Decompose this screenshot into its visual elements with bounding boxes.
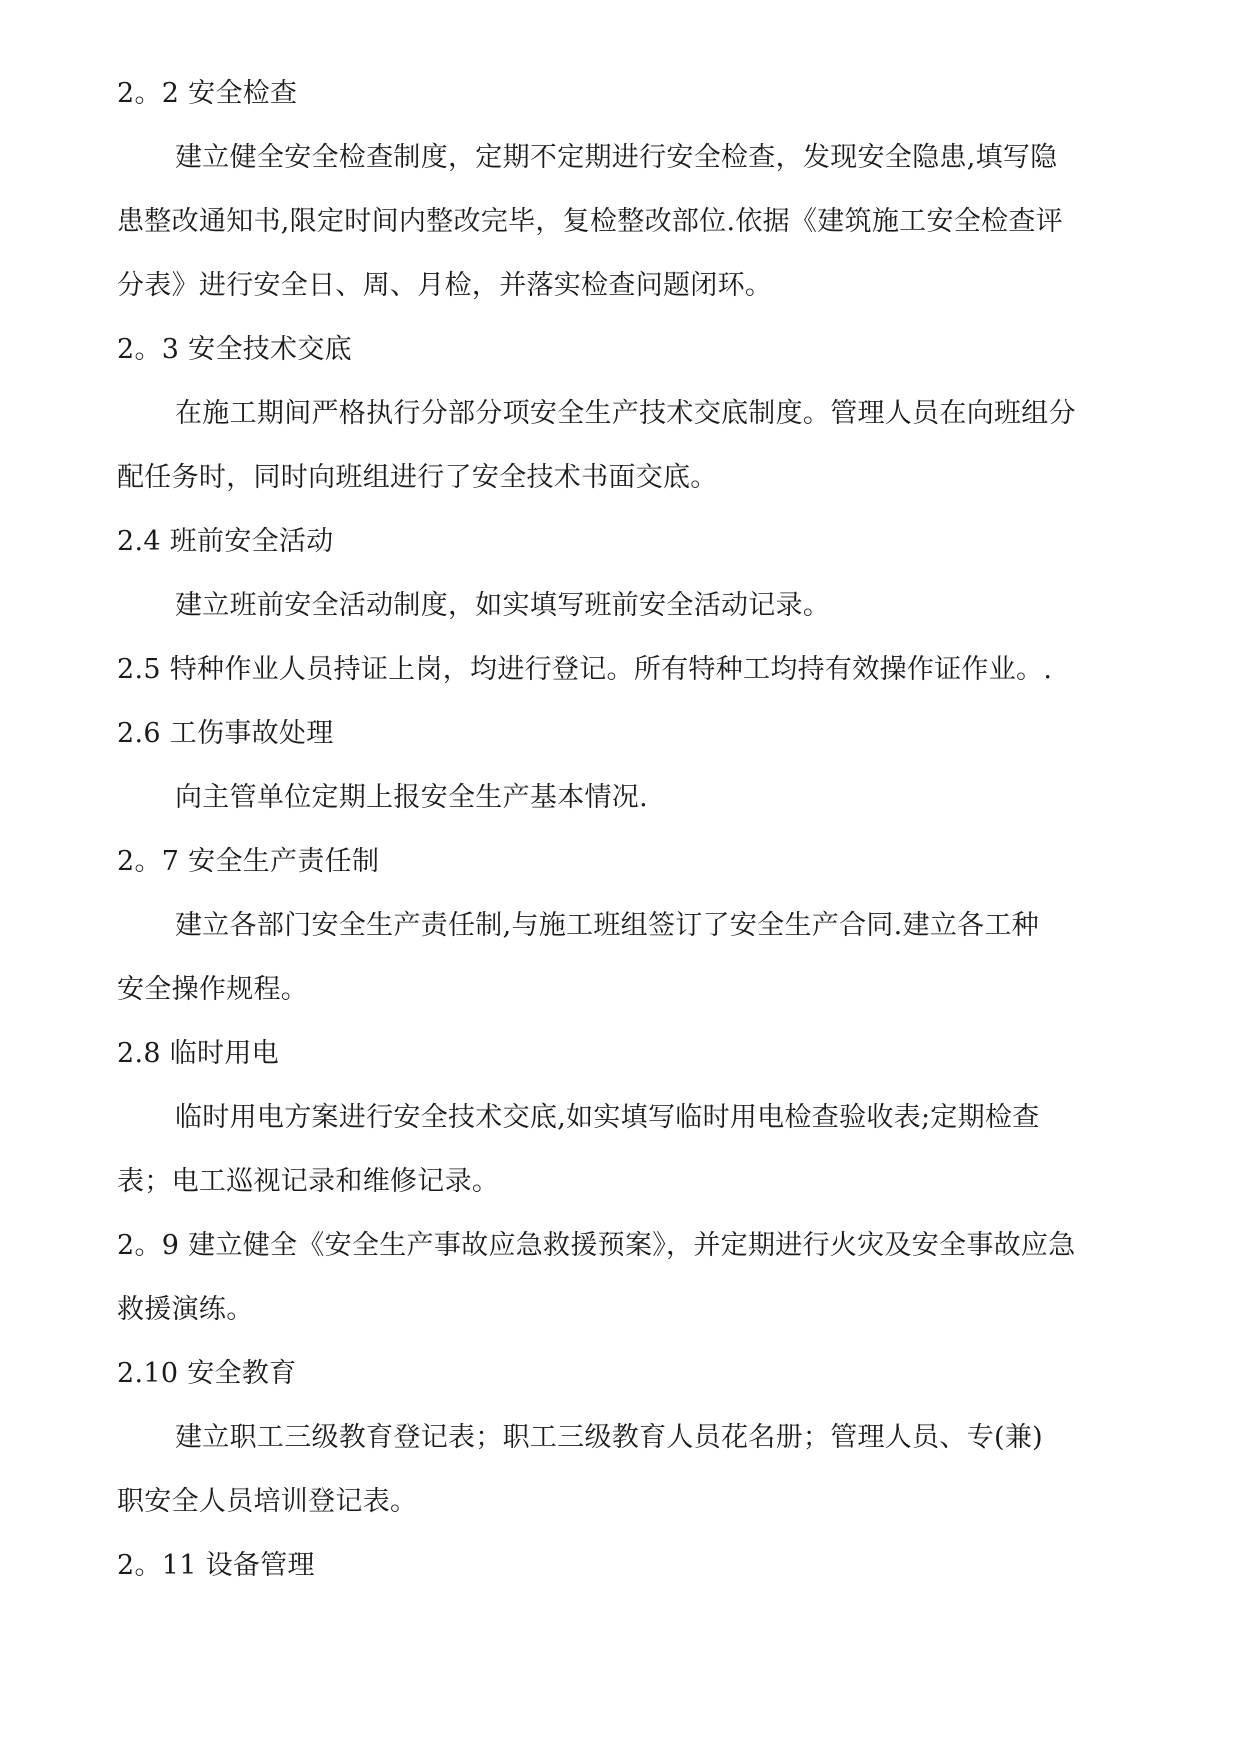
document-body xyxy=(117,62,1129,1598)
heading-2-7: 2。7 安全生产责任制 xyxy=(117,846,380,877)
paragraph-line: 在施工期间严格执行分部分项安全生产技术交底制度。管理人员在向班组分 xyxy=(175,398,1076,429)
paragraph-line: 表；电工巡视记录和维修记录。 xyxy=(117,1166,500,1197)
heading-2-9: 2。9 建立健全《安全生产事故应急救援预案》，并定期进行火灾及安全事故应急 xyxy=(117,1230,1076,1261)
heading-2-10: 2.10 安全教育 xyxy=(117,1358,297,1389)
paragraph-line: 分表》进行安全日、周、月检，并落实检查问题闭环。 xyxy=(117,270,773,301)
heading-2-8: 2.8 临时用电 xyxy=(117,1038,279,1069)
heading-2-4: 2.4 班前安全活动 xyxy=(117,526,334,557)
paragraph-line: 建立各部门安全生产责任制,与施工班组签订了安全生产合同.建立各工种 xyxy=(175,910,1040,941)
paragraph-line: 配任务时，同时向班组进行了安全技术书面交底。 xyxy=(117,462,718,493)
paragraph-line: 患整改通知书,限定时间内整改完毕，复检整改部位.依据《建筑施工安全检查评 xyxy=(117,206,1063,237)
paragraph-line: 建立班前安全活动制度，如实填写班前安全活动记录。 xyxy=(175,590,831,621)
heading-2-6: 2.6 工伤事故处理 xyxy=(117,718,334,749)
paragraph-line: 临时用电方案进行安全技术交底,如实填写临时用电检查验收表;定期检查 xyxy=(175,1102,1040,1133)
paragraph-line: 安全操作规程。 xyxy=(117,974,309,1005)
heading-2-11: 2。11 设备管理 xyxy=(117,1550,315,1581)
paragraph-line: 建立健全安全检查制度，定期不定期进行安全检查，发现安全隐患,填写隐 xyxy=(175,142,1058,173)
paragraph-line: 救援演练。 xyxy=(117,1294,254,1325)
heading-2-2: 2。2 安全检查 xyxy=(117,78,298,109)
heading-2-3: 2。3 安全技术交底 xyxy=(117,334,352,365)
paragraph-line: 向主管单位定期上报安全生产基本情况. xyxy=(175,782,648,813)
paragraph-line: 建立职工三级教育登记表；职工三级教育人员花名册；管理人员、专(兼) xyxy=(175,1422,1043,1453)
heading-2-5: 2.5 特种作业人员持证上岗，均进行登记。所有特种工均持有效操作证作业。. xyxy=(117,654,1053,685)
paragraph-line: 职安全人员培训登记表。 xyxy=(117,1486,418,1517)
